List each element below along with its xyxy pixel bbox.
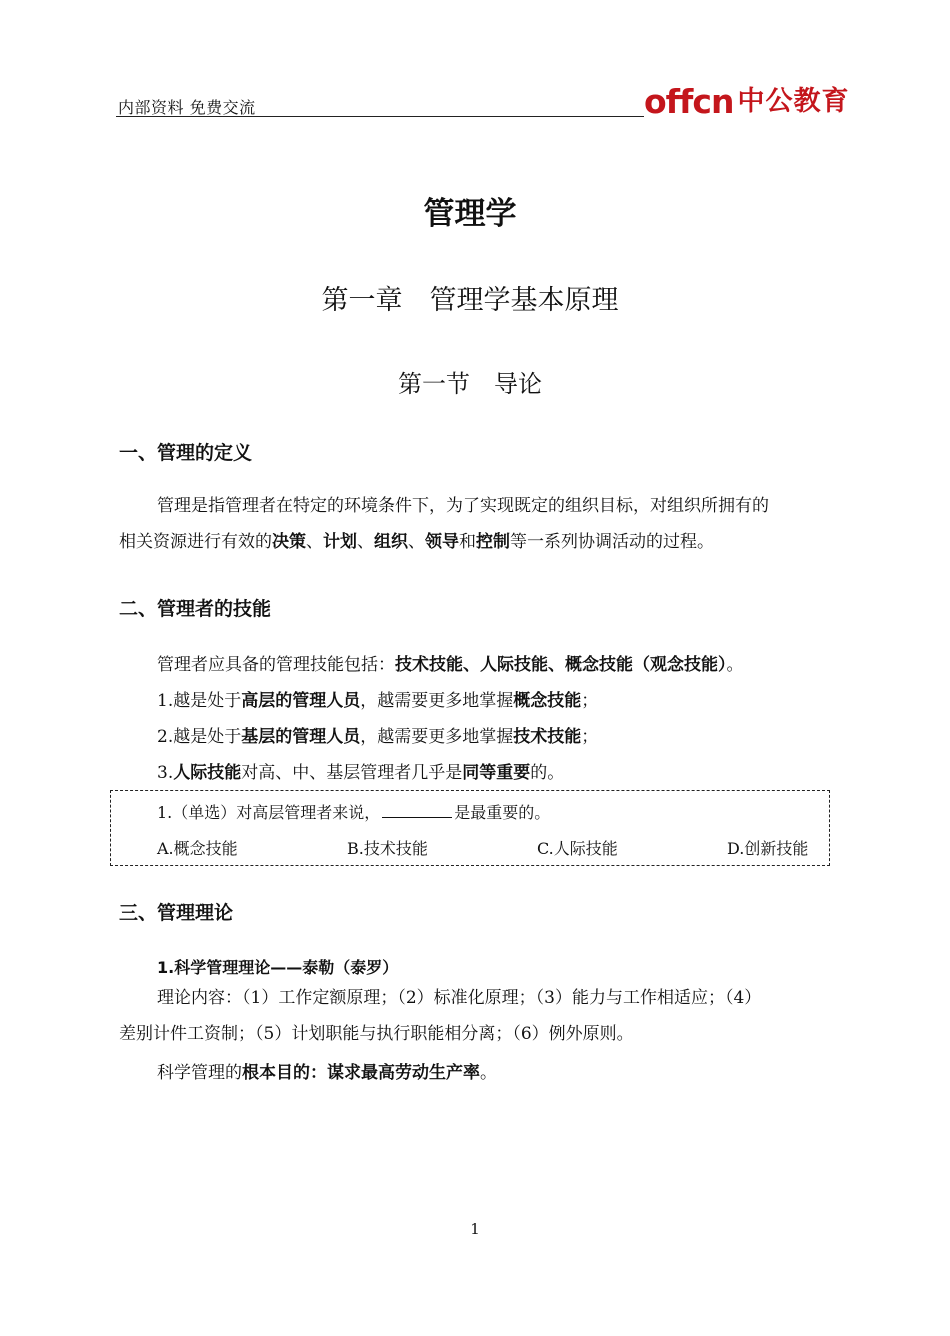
logo-cn-text: 中公教育 xyxy=(737,86,850,117)
page-number: 1 xyxy=(470,1220,480,1238)
sec2-item3: 3.人际技能对高、中、基层管理者几乎是同等重要的。 xyxy=(157,763,565,783)
option-d: D.创新技能 xyxy=(727,839,809,858)
sec2-heading: 二、管理者的技能 xyxy=(119,598,272,620)
sec1-line2: 相关资源进行有效的决策、计划、组织、领导和控制等一系列协调活动的过程。 xyxy=(119,532,714,552)
chapter-title: 第一章 管理学基本原理 xyxy=(321,285,619,316)
question-stem: 1.（单选）对高层管理者来说， 是最重要的。 xyxy=(157,803,551,822)
offcn-logo xyxy=(644,78,849,122)
header-left-text: 内部资料 免费交流 xyxy=(118,98,256,117)
header-rule xyxy=(116,116,644,117)
book-title: 管理学 xyxy=(423,196,517,232)
logo-en-text: offcn xyxy=(644,82,734,121)
sec2-item1: 1.越是处于高层的管理人员，越需要更多地掌握概念技能； xyxy=(157,691,599,711)
option-a: A.概念技能 xyxy=(157,839,238,858)
sec3-heading: 三、管理理论 xyxy=(119,902,234,924)
sec3-subheading: 1.科学管理理论——泰勒（泰罗） xyxy=(157,958,399,977)
sec1-line1: 管理是指管理者在特定的环境条件下，为了实现既定的组织目标，对组织所拥有的 xyxy=(157,496,769,516)
sec2-intro: 管理者应具备的管理技能包括：技术技能、人际技能、概念技能（观念技能）。 xyxy=(157,655,744,675)
answer-blank xyxy=(382,805,452,818)
sec1-paragraph xyxy=(119,488,835,560)
option-b: B.技术技能 xyxy=(347,839,428,858)
sec3-line1: 理论内容：（1）工作定额原理；（2）标准化原理；（3）能力与工作相适应；（4） xyxy=(157,988,762,1008)
sec3-line2: 差别计件工资制；（5）计划职能与执行职能相分离；（6）例外原则。 xyxy=(119,1024,634,1044)
sec3-purpose: 科学管理的根本目的：谋求最高劳动生产率。 xyxy=(157,1063,497,1083)
sec2-item2: 2.越是处于基层的管理人员，越需要更多地掌握技术技能； xyxy=(157,727,599,747)
sec3-theory-content xyxy=(119,980,835,1052)
option-c: C.人际技能 xyxy=(537,839,618,858)
section-title: 第一节 导论 xyxy=(398,370,542,398)
sec1-heading: 一、管理的定义 xyxy=(119,442,253,464)
